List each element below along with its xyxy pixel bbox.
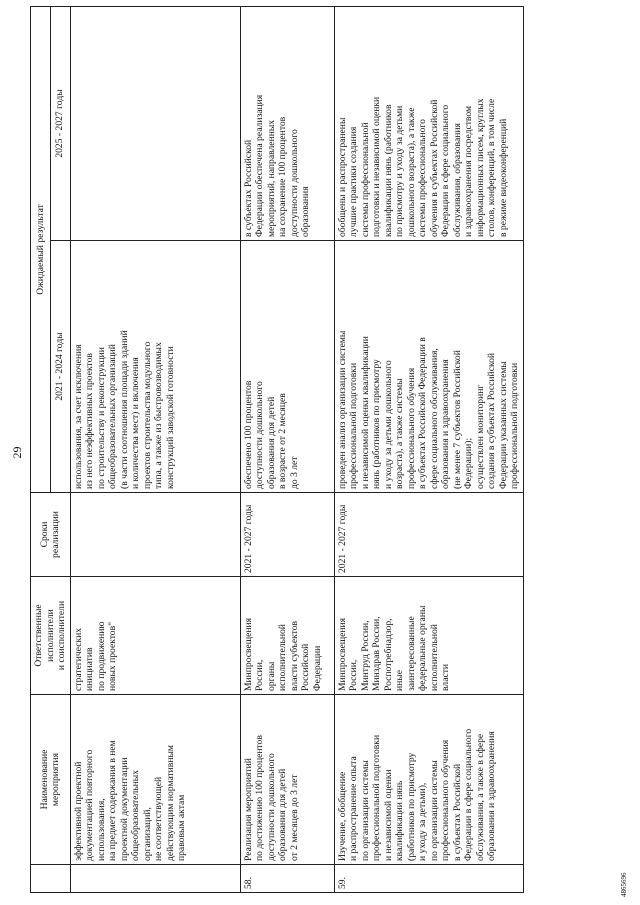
- table-row: [70, 7, 240, 893]
- col-header-num: [31, 865, 71, 893]
- col-header-period-1: 2021 - 2024 годы: [50, 241, 70, 493]
- row-number: 59.: [334, 865, 523, 893]
- row-terms: 2021 - 2027 годы: [334, 493, 523, 577]
- col-header-terms: Сроки реализации: [31, 493, 71, 577]
- row-name: эффективной проектной документацией повторного использования, на предмет содержания в нем проектной документации общеобразовательных организаций, не соответствующей действующим нормативным правовым актам: [70, 695, 240, 865]
- page-number: 29: [10, 446, 24, 459]
- row-name: Реализация мероприятий по достижению 100 процентов доступности дошкольного образования для детей от 2 месяцев до 3 лет: [240, 695, 334, 865]
- row-responsible: Минпросвещения России, Минтруд России, Минздрав России, Роспотребнадзор, иные заинтересованные федеральные органы исполнительной власти: [334, 577, 523, 695]
- row-result-2021-2024: проведен анализ организации системы профессиональной подготовки и независимой оценки квалификации нянь (работников по присмотру и уходу за детьми дошкольного возраста), а также системы профессионального обучения в субъектах Российской Федерации в сфере социального обслуживания, образования и здравоохранения (не менее 7 субъектов Российской Федерации); осуществлен мониторинг создания в субъектах Российской Федерации указанных системы профессиональной подготовки: [334, 241, 523, 493]
- measures-table: [30, 6, 524, 893]
- row-responsible: стратегических инициатив по продвижению новых проектов": [70, 577, 240, 695]
- row-name: Изучение, обобщение и распространение опыта по организации системы профессиональной подготовки и независимой оценки квалификации нянь (работников по присмотру и уходу за детьми), по организации системы профессионального обучения в субъектах Российской Федерации в сфере социального обслуживания, а также в сфере образования и здравоохранения: [334, 695, 523, 865]
- row-result-2025-2027: обобщены и распространены лучшие практики создания системы профессиональной подготовки и независимой оценки квалификации нянь (работников по присмотру и уходу за детьми дошкольного возраста), а также системы профессионального обучения в субъектах Российской Федерации в сфере социального обслуживания, образования и здравоохранения посредством информационных писем, круглых столов, конференций, в том числе в режиме видеоконференций: [334, 7, 523, 241]
- row-result-2025-2027: [70, 7, 240, 241]
- col-header-responsible: Ответственные исполнители и соисполнители: [31, 577, 71, 695]
- row-result-2025-2027: в субъектах Российской Федерации обеспечена реализация мероприятий, направленных на сохранение 100 процентов доступности дошкольного образования: [240, 7, 334, 241]
- col-header-name: Наименование мероприятия: [31, 695, 71, 865]
- row-terms: [70, 493, 240, 577]
- row-terms: 2021 - 2027 годы: [240, 493, 334, 577]
- row-result-2021-2024: использования, за счет исключения из него неэффективных проектов по строительству и реконструкции общеобразовательных организаций (в части соотношения площади зданий и количества мест) и включения проектов строительства модульного типа, а также из быстровозводимых конструкций заводской готовности: [70, 241, 240, 493]
- row-number: 58.: [240, 865, 334, 893]
- row-result-2021-2024: обеспечено 100 процентов доступности дошкольного образования для детей в возрасте от 2 месяцев до 3 лет: [240, 241, 334, 493]
- col-header-expected: Ожидаемый результат: [31, 7, 51, 493]
- table-row: [334, 7, 523, 893]
- row-responsible: Минпросвещения России, органы исполнительной власти субъектов Российской Федерации: [240, 577, 334, 695]
- table-header-row: [31, 7, 51, 893]
- document-code: 4865696: [620, 872, 628, 897]
- col-header-period-2: 2025 - 2027 годы: [50, 7, 70, 241]
- table-row: [240, 7, 334, 893]
- row-number: [70, 865, 240, 893]
